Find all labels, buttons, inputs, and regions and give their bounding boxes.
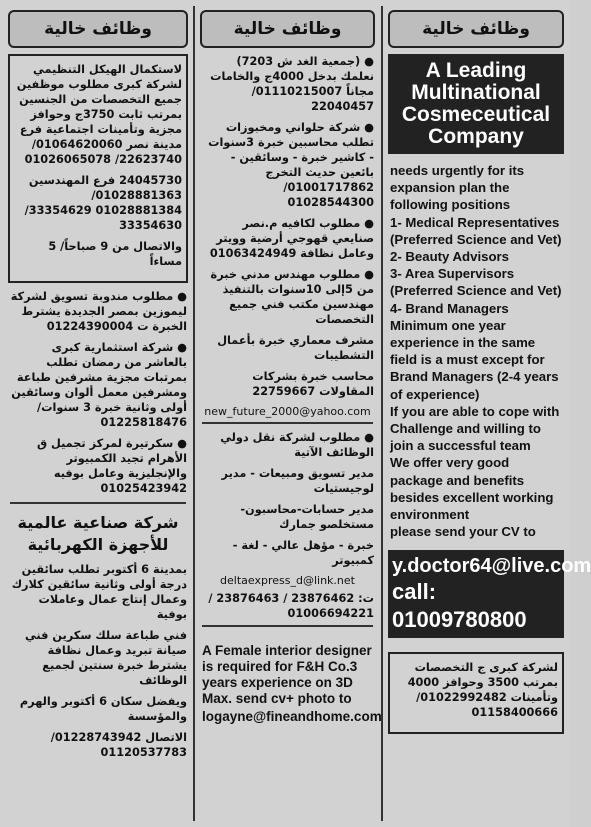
- section-header: وظائف خالية: [200, 10, 375, 48]
- ad-text: 1- Medical Representatives (Preferred Science and Vet): [390, 214, 562, 247]
- email-address[interactable]: y.doctor64@live.com: [392, 555, 591, 578]
- ad-text: 2- Beauty Advisors: [390, 249, 509, 265]
- ad-text: 4- Brand Managers: [390, 300, 509, 316]
- classified-ad: مدير تسويق ومبيعات - مدير لوجيستيات: [221, 467, 374, 495]
- ad-text: ويفضل سكان 6 أكتوبر والهرم والمؤسسة: [19, 695, 187, 723]
- ad-text: فني طباعة سلك سكرين فني صيانة تبريد وعمال نظافة يشترط خبرة سنتين لجميع الوظائف: [24, 629, 187, 687]
- column-divider: [381, 6, 383, 821]
- ad-text: 3- Area Supervisors (Preferred Science and Vet): [390, 266, 562, 299]
- classified-ad: ● شركة حلواني ومخبوزات تطلب محاسبين خبرة 3سنوات - كاشير خبرة - وسائقين - بائعين حديث التخرج 01001717862/ 01028544300: [208, 121, 374, 209]
- ad-text: needs urgently for its expansion plan the following positions: [390, 163, 525, 213]
- classified-ad: مشرف معماري خبرة بأعمال التشطيبات: [217, 334, 374, 362]
- ad-text: If you are able to cope with Challenge and willing to join a successful team: [390, 403, 560, 454]
- email-address[interactable]: logayne@fineandhome.com: [202, 709, 382, 724]
- ad-text: Minimum one year experience in the same field is a must except for Brand Managers (2-4 years of experience): [390, 317, 559, 402]
- classified-ad: ● مطلوب مهندس مدني خبرة من 5إلى 10سنوات بالتنفيذ مهندسين مكتب فني جميع التخصصات: [210, 268, 374, 326]
- column-right: [384, 0, 591, 827]
- classified-ad: ● (جمعية الغد ش 7203) نعلمك بدخل 4000ج والخامات مجاناً 01110215007/ 22040457: [210, 55, 374, 113]
- classified-ad: ● مطلوب مندوبة تسويق لشركة ليموزين بمصر الجديدة يشترط الخبرة ت 01224390004: [10, 290, 187, 333]
- column-divider: [193, 6, 195, 821]
- factory-ad-title: شركة صناعية عالمية للأجهزة الكهربائية: [17, 513, 179, 554]
- ad-text: 24045730 فرع المهندسين 01028881363/ 01028881384 33354629/ 33354630: [24, 174, 182, 232]
- transport-ad: [196, 430, 379, 568]
- section-header: وظائف خالية: [388, 10, 564, 48]
- divider: [10, 502, 186, 504]
- factory-ad-body: [4, 562, 192, 760]
- ad-text: We offer very good package and benefits besides excellent working environment: [390, 455, 554, 523]
- bottom-ad-box: [388, 652, 564, 734]
- email-address[interactable]: new_future_2000@yahoo.com: [204, 405, 371, 418]
- ad-list: [196, 54, 379, 399]
- ad-list: [4, 289, 192, 496]
- divider: [202, 625, 373, 627]
- phone-number[interactable]: call: 01009780800: [392, 579, 527, 633]
- ad-text: الاتصال 01228743942/ 01120537783: [50, 731, 187, 759]
- classified-ad: ● شركة استثمارية كبرى بالعاشر من رمضان تطلب بمرتبات مجزية مشرفين طباعة ومشرفين معمل ألوان وسائقين أولى وثانية خبرة 3 سنوات/ 01225818476: [11, 341, 187, 429]
- phone-numbers: ت: 23876462 / 23876463 / 01006694221: [208, 592, 374, 620]
- classified-ad: ● سكرتيرة لمركز تجميل ق الأهرام تجيد الكمبيوتر والإنجليزية وعامل بوفيه 01025423942: [36, 437, 187, 495]
- ad-text: لاستكمال الهيكل التنظيمي لشركة كبرى مطلوب موظفين جميع التخصصات من الجنسين بمرتب ثابت 3750ج وحوافز مجزية وتأمينات اجتماعية فرع مدينة نصر 01064620060/ 22623740/ 01026065078: [16, 63, 182, 166]
- classified-ad: ● مطلوب لكافيه م.نصر صنايعي قهوجي أرضية وويتر وعامل نظافة 01063424949: [209, 217, 374, 260]
- designer-ad: A Female interior designer is required for F&H Co.3 years experience on 3D Max. send cv+ photo to: [202, 643, 372, 706]
- divider: [202, 422, 373, 424]
- company-ad-body: [384, 162, 568, 540]
- company-ad-title: A Leading Multinational Cosmeceutical Company: [388, 54, 564, 154]
- organizational-ad-box: [8, 54, 188, 283]
- classified-ad: مدير حسابات-محاسبون-مستخلصو جمارك: [240, 503, 374, 531]
- classified-ad: ● مطلوب لشركة نقل دولي الوظائف الآتية: [220, 431, 374, 459]
- section-header: وظائف خالية: [8, 10, 188, 48]
- classified-ad: خبرة - مؤهل عالي - لغة - كمبيوتر: [232, 539, 374, 567]
- classified-ad: لشركة كبرى ج التخصصات بمرتب 3500 وحوافز 4000 وتأمينات 01022992482/ 01158400666: [407, 661, 558, 720]
- contact-bar: [388, 550, 591, 638]
- ad-text: please send your CV to: [390, 524, 536, 540]
- email-address[interactable]: deltaexpress_d@link.net: [220, 574, 355, 587]
- column-left: [4, 0, 192, 827]
- classified-ad: محاسب خبرة بشركات المقاولات 22759667: [252, 370, 374, 398]
- ad-text: والاتصال من 9 صباحاً/ 5 مساءاً: [48, 240, 182, 268]
- ad-text: بمدينة 6 أكتوبر تطلب سائقين درجة أولى وثانية سائقين كلارك وعمال إنتاج عمال وعاملات بوفية: [11, 563, 187, 621]
- column-middle: [196, 0, 382, 827]
